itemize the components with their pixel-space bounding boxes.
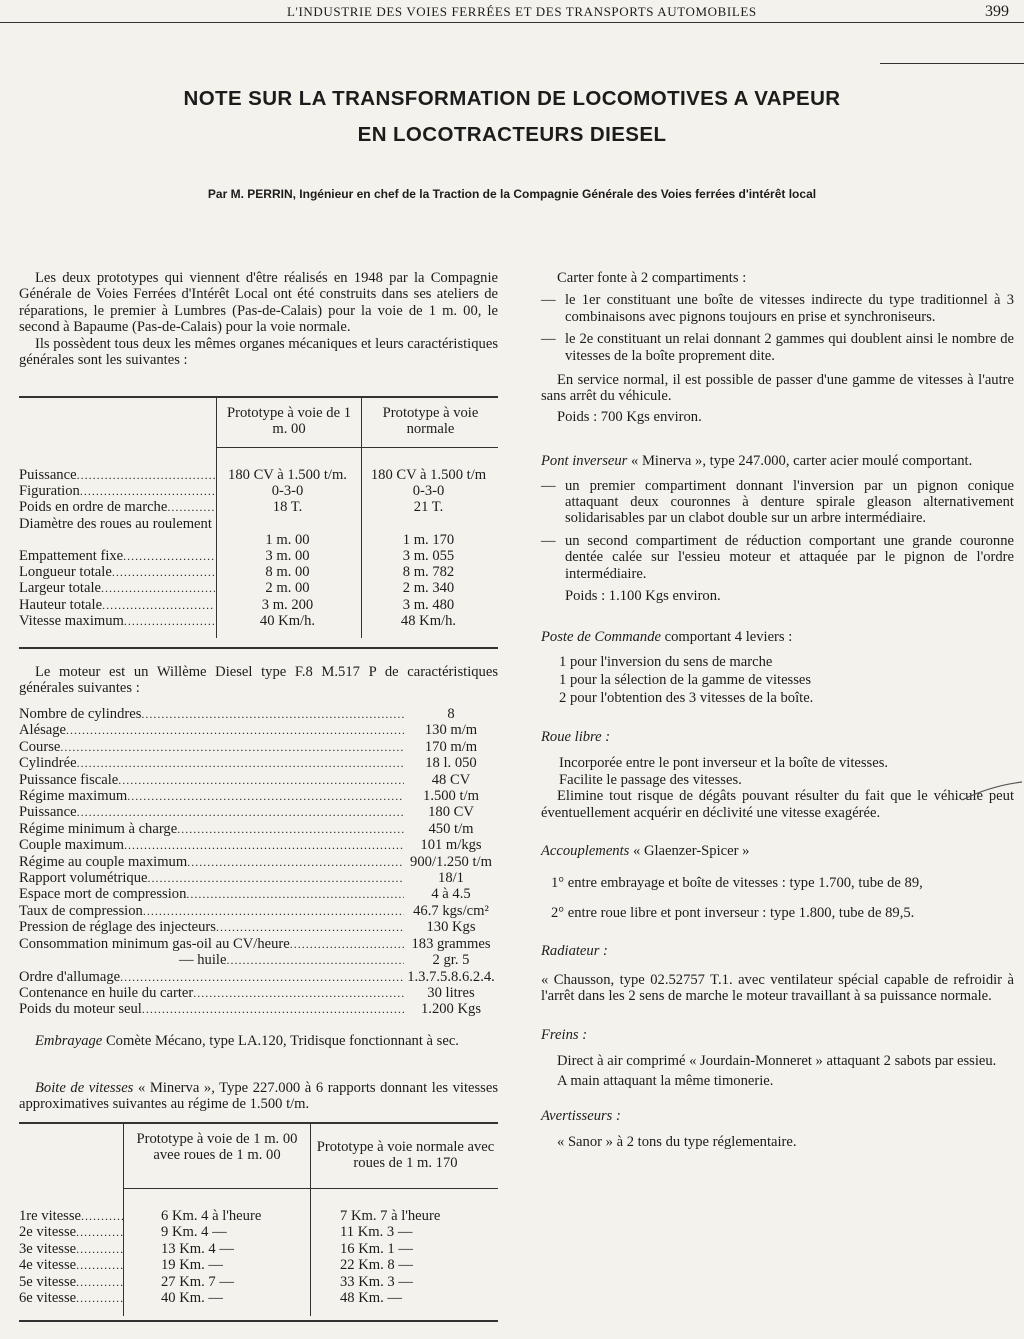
table2-cell: 16 Km. 1 —: [340, 1240, 413, 1257]
table-row: [19, 467, 498, 483]
spec-row: [19, 903, 498, 919]
spec-row: [19, 837, 498, 853]
table-row: [19, 499, 498, 515]
spec-row: [19, 936, 498, 952]
spec-label: Pression de réglage des injecteurs: [19, 919, 216, 936]
spec-label: Consommation minimum gas-oil au CV/heure: [19, 935, 290, 952]
spec-value: 101 m/kgs: [420, 837, 482, 854]
spec-value: 1.200 Kgs: [421, 1001, 481, 1018]
list-item: 2° entre roue libre et pont inverseur : type 1.800, tube de 89,5.: [551, 905, 915, 922]
table2-cell: 22 Km. 8 —: [340, 1257, 413, 1274]
table1-cell: 0-3-0: [271, 483, 304, 500]
poste-text: comportant 4 leviers :: [664, 628, 793, 645]
engine-spec-list: [19, 706, 498, 1018]
spec-row: [19, 952, 498, 968]
gear-label: 2e vitesse: [19, 1224, 77, 1241]
table2-bottom-rule: [19, 1320, 498, 1322]
list-item: — le 2e constituant un relai donnant 2 gammes qui doublent ainsi le nombre de vitesses de la boîte proprement dite.: [541, 331, 1014, 364]
table1-cell: 18 T.: [272, 499, 303, 516]
table2-header-2: Prototype à voie normale avec roues de 1 m. 170: [316, 1139, 495, 1172]
table1-cell: 1 m. 170: [402, 531, 455, 548]
gear-label: 5e vitesse: [19, 1273, 77, 1290]
moteur-intro: [19, 664, 498, 697]
table1-top-rule: [19, 396, 498, 398]
spec-row: [19, 919, 498, 935]
table1-cell: 21 T.: [413, 499, 444, 516]
spec-row: [19, 722, 498, 738]
list-item: 1° entre embrayage et boîte de vitesses : type 1.700, tube de 89,: [551, 875, 923, 892]
spec-label: Nombre de cylindres: [19, 706, 142, 722]
spec-row: [19, 886, 498, 902]
spec-row: [19, 821, 498, 837]
spec-label: Taux de compression: [19, 902, 143, 919]
table1-cell: 1 m. 00: [265, 531, 310, 548]
pencil-mark: [960, 780, 1024, 808]
avert-label: Avertisseurs :: [541, 1107, 621, 1124]
table1-label: Longueur totale: [19, 564, 112, 581]
embrayage-label: Embrayage: [35, 1033, 103, 1049]
roue-paragraph: Elimine tout risque de dégâts pouvant résulter du fait que le véhicule peut éventuellement acquérir en déclivité une vitesse exagérée.: [541, 788, 1014, 821]
table1-cell: 8 m. 00: [265, 564, 310, 581]
table-row: [19, 564, 498, 580]
acc-text: « Glaenzer-Spicer »: [633, 842, 750, 859]
spec-label: Rapport volumétrique: [19, 870, 148, 887]
spec-label: Alésage: [19, 722, 67, 739]
table1-label: Hauteur totale: [19, 596, 103, 613]
running-header: L'INDUSTRIE DES VOIES FERRÉES ET DES TRANSPORTS AUTOMOBILES: [287, 4, 757, 19]
table1-label: Figuration: [19, 483, 80, 500]
list-item: 1 pour la sélection de la gamme de vitesses: [559, 671, 812, 688]
table2-cell: 40 Km. —: [161, 1290, 224, 1307]
gear-label: 4e vitesse: [19, 1257, 77, 1274]
table2-cell: 27 Km. 7 —: [161, 1273, 234, 1290]
table1-bottom-rule: [19, 647, 498, 649]
list-item: — un second compartiment de réduction comportant une grande couronne dentée calée sur l'essieu moteur et attaquée par le pignon de l'ordre intermédiaire.: [541, 532, 1014, 582]
spec-label: Espace mort de compression: [19, 886, 187, 903]
freins-label: Freins :: [541, 1026, 588, 1043]
poste-list: [541, 653, 1014, 707]
spec-label: Puissance: [19, 804, 77, 821]
pont-label: Pont inverseur: [541, 453, 628, 470]
spec-value: 30 litres: [427, 984, 475, 1001]
spec-value: 170 m/m: [424, 738, 478, 755]
spec-row: [19, 870, 498, 886]
rad-paragraph: « Chausson, type 02.52757 T.1. avec ventilateur spécial capable de refroidir à l'arrêt dans les 2 sens de marche le moteur travaillant à sa puissance normale.: [541, 971, 1014, 1005]
table1-cell: 3 m. 055: [402, 548, 455, 564]
spec-value: 18 l. 050: [425, 755, 477, 772]
table1-label: Diamètre des roues au roulement: [19, 515, 212, 532]
embrayage-text: Comète Mécano, type LA.120, Tridisque fonctionnant à sec.: [105, 1033, 459, 1049]
poids-1: Poids : 700 Kgs environ.: [557, 408, 702, 425]
spec-value: 450 t/m: [428, 820, 474, 837]
table-row: [19, 516, 498, 548]
boite-paragraph: [19, 1080, 498, 1113]
table2-header-rule: [123, 1188, 498, 1189]
table2-cell: 11 Km. 3 —: [340, 1224, 413, 1241]
acc-label: Accouplements: [541, 842, 630, 859]
freins-paragraph-1: Direct à air comprimé « Jourdain-Monneret » attaquant 2 sabots par essieu.: [557, 1052, 997, 1069]
spec-row: [19, 854, 498, 870]
service-paragraph: En service normal, il est possible de passer d'une gamme de vitesses à l'autre sans arrêt du véhicule.: [541, 372, 1014, 405]
table1-body: [19, 467, 498, 629]
spec-label: Poids du moteur seul: [19, 1001, 142, 1018]
gear-label: 1re vitesse: [19, 1208, 82, 1224]
spec-value: 18/1: [438, 870, 464, 887]
article-title-line2: EN LOCOTRACTEURS DIESEL: [357, 123, 667, 146]
table1-cell: 8 m. 782: [402, 564, 455, 581]
spec-row: [19, 772, 498, 788]
poste-label: Poste de Commande: [541, 628, 661, 645]
spec-label: Ordre d'allumage: [19, 968, 121, 985]
spec-value: 183 grammes: [411, 935, 491, 952]
table-row: [19, 483, 498, 499]
table2-header-1: Prototype à voie de 1 m. 00 avee roues de 1 m. 00: [136, 1131, 298, 1164]
spec-label: Régime au couple maximum: [19, 853, 188, 870]
carter-heading: Carter fonte à 2 compartiments :: [557, 270, 747, 286]
table-row: [19, 613, 498, 629]
intro-text: [19, 270, 498, 368]
roue-list: Incorporée entre le pont inverseur et la boîte de vitesses. Facilite le passage des vitesses.: [559, 755, 889, 788]
table1-cell: 40 Km/h.: [259, 612, 316, 629]
spec-label: Couple maximum: [19, 837, 124, 854]
avert-text: « Sanor » à 2 tons du type réglementaire.: [557, 1134, 797, 1151]
spec-label: Puissance fiscale: [19, 771, 119, 788]
table1-header-rule: [216, 447, 498, 448]
list-item: — un premier compartiment donnant l'inversion par un pignon conique attaquant deux couronnes à denture spirale gleason alternativement solidarisables par un clabot double sur un arbre intermédiaire.: [541, 477, 1014, 527]
intro-paragraph-1: Les deux prototypes qui viennent d'être réalisés en 1948 par la Compagnie Générale de Voies Ferrées d'Intérêt Local ont été construits dans ses ateliers de réparations, le premier à Lumbres (Pas-de-Calais) pour la voie de 1 m. 00, le second à Bapaume (Pas-de-Calais) pour la voie normale.: [19, 270, 498, 336]
spec-label: — huile: [179, 952, 227, 969]
table-row: [19, 580, 498, 596]
table-row: [19, 1208, 498, 1224]
table2-cell: 48 Km. —: [340, 1290, 403, 1307]
right-column: [541, 270, 1014, 1151]
table-row: [19, 1274, 498, 1290]
table2-body: [19, 1208, 498, 1306]
pont-text: « Minerva », type 247.000, carter acier moulé comportant.: [631, 453, 973, 470]
poids-2: Poids : 1.100 Kgs environ.: [565, 588, 721, 605]
table1-label: Vitesse maximum: [19, 612, 124, 629]
table2-cell: 13 Km. 4 —: [161, 1240, 234, 1257]
table1-cell: 3 m. 200: [261, 596, 314, 613]
table1-label: Puissance: [19, 467, 77, 483]
table1-cell: 2 m. 00: [265, 580, 310, 597]
spec-value: 48 CV: [431, 771, 471, 788]
table-row: [19, 1224, 498, 1240]
spec-row: [19, 739, 498, 755]
spec-value: 180 CV: [428, 804, 474, 821]
gear-label: 6e vitesse: [19, 1290, 77, 1307]
spec-value: 130 m/m: [424, 722, 478, 739]
spec-value: 900/1.250 t/m: [410, 853, 492, 870]
roue-label: Roue libre :: [541, 728, 611, 745]
table1-cell: 180 CV à 1.500 t/m.: [228, 467, 347, 483]
table2-cell: 33 Km. 3 —: [340, 1273, 413, 1290]
table-row: [19, 548, 498, 564]
spec-value: 1.500 t/m: [423, 788, 479, 805]
byline: Par M. PERRIN, Ingénieur en chef de la Traction de la Compagnie Générale des Voies ferrées d'intérêt local: [207, 187, 817, 201]
page-number: 399: [985, 3, 1009, 20]
table1-label: Poids en ordre de marche: [19, 499, 168, 516]
table-row: [19, 597, 498, 613]
boite-text: « Minerva », Type 227.000 à 6 rapports donnant les vitesses approximatives suivantes au régime de 1.500 t/m.: [19, 1080, 498, 1113]
intro-paragraph-2: Ils possèdent tous deux les mêmes organes mécaniques et leurs caractéristiques générales sont les suivantes :: [19, 335, 498, 369]
rad-label: Radiateur :: [541, 943, 608, 960]
spec-label: Régime minimum à charge: [19, 820, 178, 837]
list-item: — le 1er constituant une boîte de vitesses indirecte du type traditionnel à 3 combinaisons avec pignons toujours en prise et synchroniseurs.: [541, 292, 1014, 325]
table2-cell: 7 Km. 7 à l'heure: [340, 1208, 441, 1224]
table1-cell: 2 m. 340: [402, 580, 455, 597]
table2-cell: 6 Km. 4 à l'heure: [161, 1208, 262, 1224]
spec-value: 130 Kgs: [426, 919, 476, 936]
article-title-line1: NOTE SUR LA TRANSFORMATION DE LOCOMOTIVES A VAPEUR: [183, 87, 841, 110]
boite-label: Boite de vitesses: [35, 1080, 134, 1096]
header-rule-short: [880, 63, 1024, 64]
table1-header-2: Prototype à voie normale: [382, 405, 479, 438]
spec-value: 1.3.7.5.8.6.2.4.: [407, 968, 495, 985]
table1-cell: 48 Km/h.: [400, 612, 457, 629]
spec-value: 2 gr. 5: [432, 952, 470, 969]
table-row: [19, 1290, 498, 1306]
spec-value: 8: [447, 706, 455, 722]
moteur-intro-text: Le moteur est un Willème Diesel type F.8 M.517 P de caractéristiques générales suivantes :: [19, 664, 498, 697]
spec-label: Régime maximum: [19, 788, 128, 805]
spec-label: Course: [19, 738, 61, 755]
table-row: [19, 1257, 498, 1273]
spec-row: [19, 985, 498, 1001]
spec-row: [19, 755, 498, 771]
table2-top-rule: [19, 1122, 498, 1124]
spec-value: 4 à 4.5: [431, 886, 471, 903]
table1-header-1: Prototype à voie de 1 m. 00: [226, 405, 352, 438]
table1-label: Largeur totale: [19, 580, 101, 597]
freins-paragraph-2: A main attaquant la même timonerie.: [557, 1073, 774, 1090]
spec-label: Contenance en huile du carter: [19, 984, 194, 1001]
table1-cell: 3 m. 480: [402, 596, 455, 613]
spec-label: Cylindrée: [19, 755, 77, 772]
table2-cell: 19 Km. —: [161, 1257, 224, 1274]
spec-row: [19, 706, 498, 722]
spec-value: 46.7 kgs/cm²: [413, 902, 489, 919]
table-row: [19, 1241, 498, 1257]
spec-row: [19, 1001, 498, 1017]
table1-cell: 0-3-0: [412, 483, 445, 500]
acc-list: [541, 871, 1014, 925]
spec-row: [19, 969, 498, 985]
gear-label: 3e vitesse: [19, 1240, 77, 1257]
table1-cell: 180 CV à 1.500 t/m: [370, 467, 487, 483]
table1-label: Empattement fixe: [19, 548, 124, 564]
table1-cell: 3 m. 00: [265, 548, 310, 564]
header-rule: [0, 22, 1024, 23]
embrayage-paragraph: [19, 1033, 498, 1049]
list-item: 2 pour l'obtention des 3 vitesses de la boîte.: [559, 689, 814, 706]
spec-row: [19, 788, 498, 804]
spec-row: [19, 804, 498, 820]
list-item: 1 pour l'inversion du sens de marche: [559, 653, 773, 670]
table2-cell: 9 Km. 4 —: [161, 1224, 227, 1241]
